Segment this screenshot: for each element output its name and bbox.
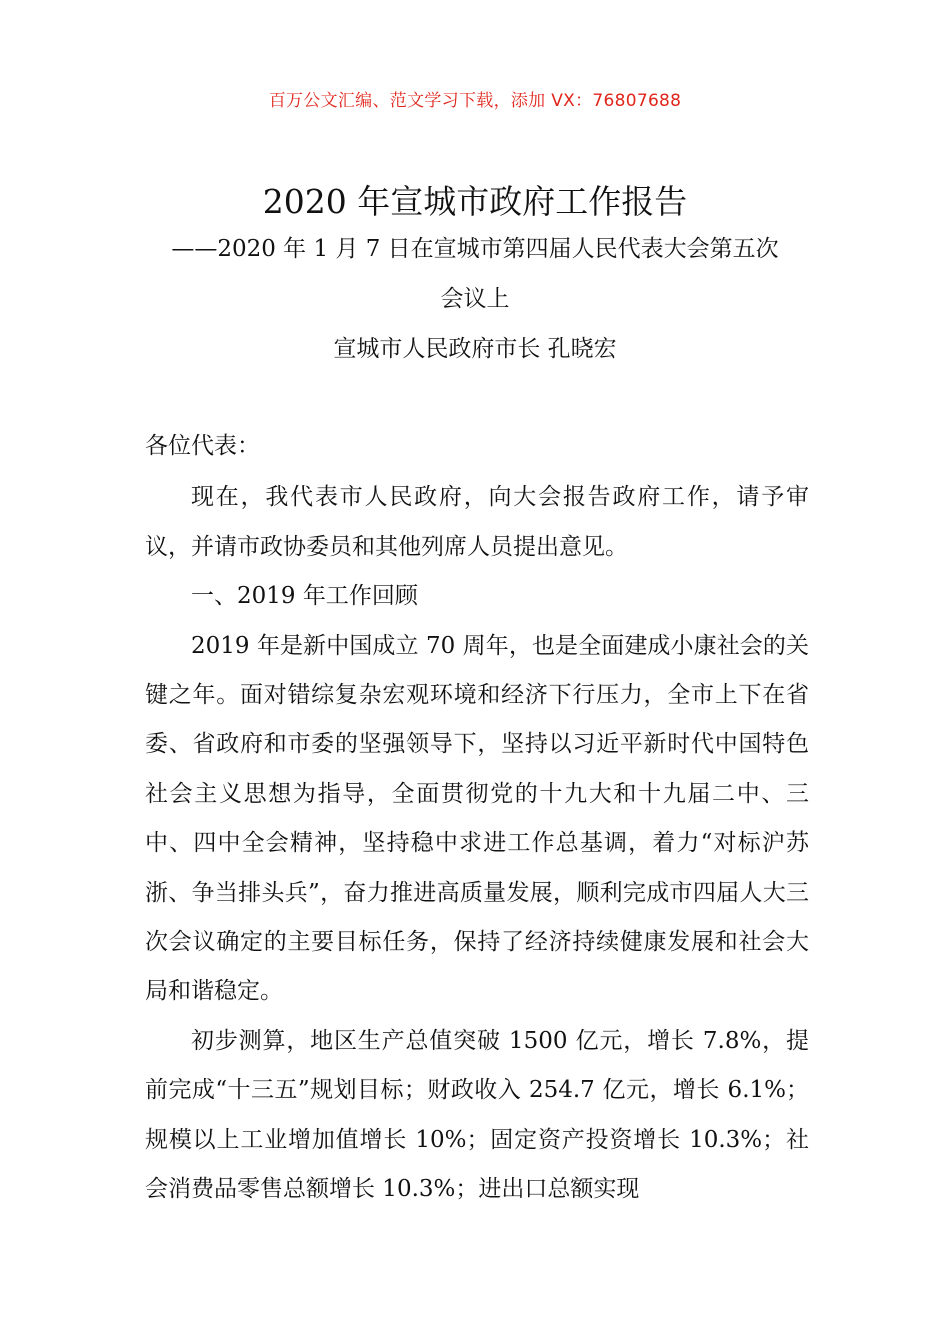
document-subtitle-line1: ——2020 年 1 月 7 日在宣城市第四届人民代表大会第五次 [171,236,779,262]
document-subtitle-line2: 会议上 [440,286,510,312]
document-title: 2020 年宣城市政府工作报告 [262,182,688,221]
document-author: 宣城市人民政府市长 孔晓宏 [333,336,617,362]
paragraph-intro: 现在，我代表市人民政府，向大会报告政府工作，请予审议，并请市政协委员和其他列席人员提出意见。 [145,484,809,560]
salutation: 各位代表： [145,433,260,459]
document-body [145,422,809,1215]
section-heading: 一、2019 年工作回顾 [191,583,418,610]
promo-banner: 百万公文汇编、范文学习下载，添加 VX：76807688 [268,91,682,111]
paragraph-statistics: 初步测算，地区生产总值突破 1500 亿元，增长 7.8%，提前完成“十三五”规划目标；财政收入 254.7 亿元，增长 6.1%；规模以上工业增加值增长 10%；固定资产投资增长 10.3%；社会消费品零售总额增长 10.3%；进出口总额实现 [145,1027,809,1203]
paragraph-review: 2019 年是新中国成立 70 周年，也是全面建成小康社会的关键之年。面对错综复杂宏观环境和经济下行压力，全市上下在省委、省政府和市委的坚强领导下，坚持以习近平新时代中国特色社会主义思想为指导，全面贯彻党的十九大和十九届二中、三中、四中全会精神，坚持稳中求进工作总基调，着力“对标沪苏浙、争当排头兵”，奋力推进高质量发展，顺利完成市四届人大三次会议确定的主要目标任务，保持了经济持续健康发展和社会大局和谐稳定。 [145,632,809,1005]
